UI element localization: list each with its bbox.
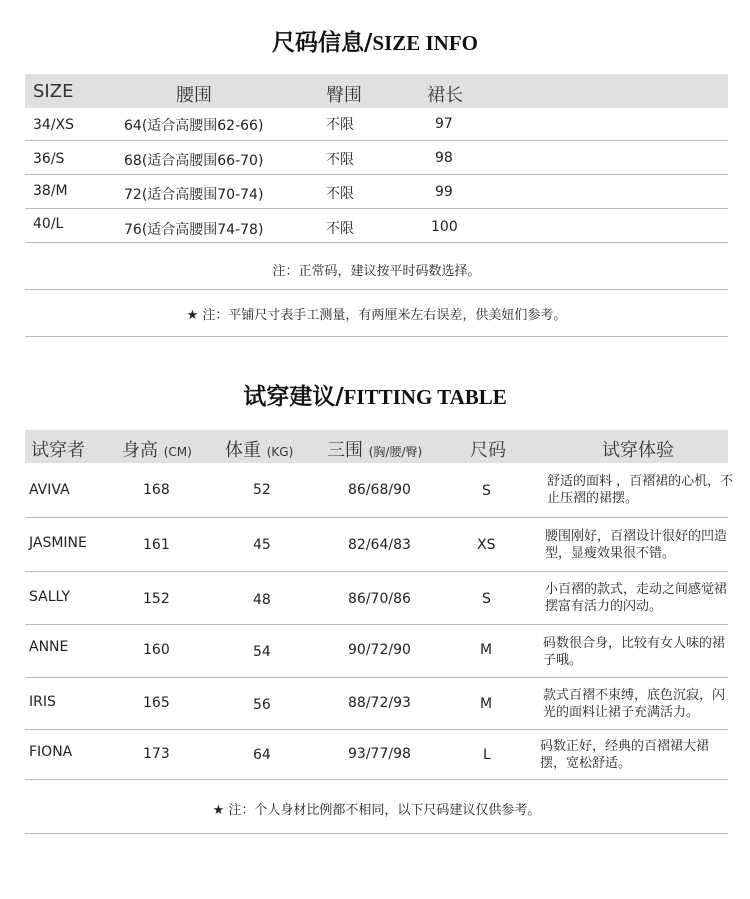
tester-experience: 小百褶的款式，走动之间感觉裙摆富有活力的闪动。 [545,582,728,614]
header-height: 身高 (CM) [122,440,192,461]
tester-experience: 码数很合身，比较有女人味的裙子哦。 [543,636,726,668]
tester-name: SALLY [29,589,71,605]
tester-height: 173 [143,746,170,762]
row-divider [25,729,728,730]
size-note-measure: ★ 注：平铺尺寸表手工测量，有两厘米左右误差，供美妞们参考。 [186,308,567,323]
tester-height: 161 [143,537,170,553]
tester-size: S [482,591,491,607]
hip-cell: 不限 [326,152,354,168]
tester-experience: 码数正好，经典的百褶裙大裙摆，宽松舒适。 [540,739,710,771]
tester-weight: 64 [253,747,271,763]
fitting-note: ★ 注：个人身材比例都不相同，以下尺码建议仅供参考。 [212,803,541,818]
row-divider [25,517,728,518]
waist-cell: 76(适合高腰围74-78) [124,222,264,238]
row-divider [25,624,728,625]
row-divider [25,208,728,209]
size-cell: 36/S [33,151,65,167]
waist-cell: 68(适合高腰围66-70) [124,153,264,169]
tester-weight: 56 [253,697,271,713]
tester-height: 160 [143,642,170,658]
size-cell: 38/M [33,183,68,199]
size-cell: 34/XS [33,117,75,133]
tester-measurements: 86/70/86 [348,591,411,607]
section-divider [25,336,728,337]
tester-height: 152 [143,591,170,607]
size-note-normal: 注：正常码，建议按平时码数选择。 [272,264,481,279]
tester-measurements: 90/72/90 [348,642,411,658]
tester-size: M [480,642,493,658]
tester-experience: 腰围刚好，百褶设计很好的凹造型，显瘦效果很不错。 [545,529,728,561]
size-info-title: 尺码信息/SIZE INFO [271,30,479,56]
row-divider [25,571,728,572]
hip-cell: 不限 [326,221,354,237]
tester-name: JASMINE [29,535,87,551]
header-size: 尺码 [470,440,506,461]
length-cell: 100 [431,219,458,235]
tester-height: 168 [143,482,170,498]
tester-height: 165 [143,695,170,711]
tester-experience: 舒适的面料 ，百褶裙的心机，不止压褶的裙摆。 [547,474,734,506]
tester-name: FIONA [29,744,73,760]
row-divider [25,779,728,780]
size-header-waist: 腰围 [176,85,212,106]
tester-size: L [483,747,491,763]
tester-weight: 52 [253,482,271,498]
tester-measurements: 88/72/93 [348,695,411,711]
length-cell: 97 [435,116,453,132]
tester-name: ANNE [29,639,69,655]
size-header-size: SIZE [33,81,74,102]
waist-cell: 64(适合高腰围62-66) [124,118,264,134]
size-header-hip: 臀围 [326,85,362,106]
tester-weight: 45 [253,537,271,553]
tester-weight: 54 [253,644,271,660]
note-divider [25,289,728,290]
tester-weight: 48 [253,592,271,608]
tester-measurements: 93/77/98 [348,746,411,762]
hip-cell: 不限 [326,117,354,133]
size-table-header [25,74,728,108]
row-divider [25,140,728,141]
size-header-length: 裙长 [427,85,463,106]
row-divider [25,677,728,678]
tester-size: XS [477,537,496,553]
tester-experience: 款式百褶不束缚，底色沉寂，闪光的面料让裙子充满活力。 [543,688,726,720]
length-cell: 99 [435,184,453,200]
waist-cell: 72(适合高腰围70-74) [124,187,264,203]
tester-size: S [482,483,491,499]
length-cell: 98 [435,150,453,166]
tester-name: IRIS [29,694,56,710]
header-weight: 体重 (KG) [225,440,294,461]
tester-size: M [480,696,493,712]
header-measurements: 三围 (胸/腰/臀) [327,440,423,461]
header-experience: 试穿体验 [602,440,674,461]
hip-cell: 不限 [326,186,354,202]
fitting-title: 试穿建议/FITTING TABLE [243,384,507,410]
header-tester: 试穿者 [31,440,85,461]
row-divider [25,174,728,175]
size-cell: 40/L [33,216,64,232]
row-divider [25,242,728,243]
tester-measurements: 86/68/90 [348,482,411,498]
bottom-divider [25,833,728,834]
tester-measurements: 82/64/83 [348,537,411,553]
tester-name: AVIVA [29,482,70,498]
